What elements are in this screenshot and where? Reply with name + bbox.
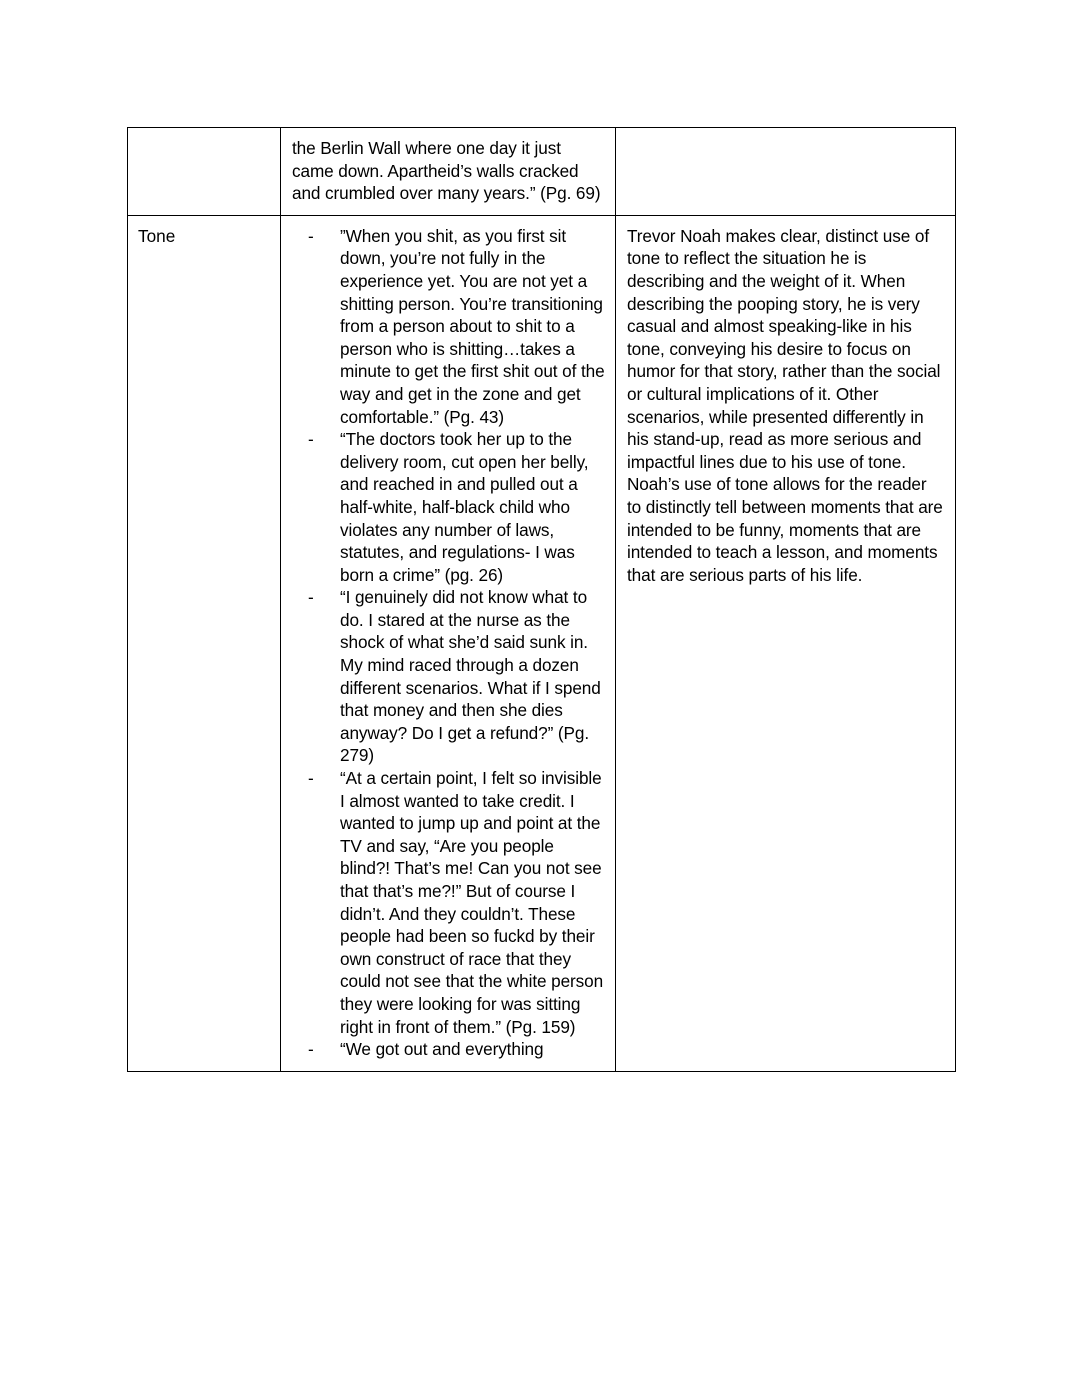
analysis-text: Trevor Noah makes clear, distinct use of tone to reflect the situation he is describing and the weight of it. When describing the pooping story, he is very casual and almost speaking-like in his tone, conveying his desire to focus on humor for that story, rather than the social or cultural implications of it. Other scenarios, while presented differently in his stand-up, read as more serious and impactful lines due to his use of tone. Noah’s use of tone allows for the reader to distinctly tell between moments that are intended to be funny, moments that are intended to teach a lesson, and moments that are serious parts of his life. — [627, 225, 943, 585]
list-item: - ”When you shit, as you first sit down, you’re not fully in the experience yet. You are not yet a shitting person. You’re transitioning from a person about to shit to a person who is shitting…takes a minute to get the first shit out of the way and get in the zone and get comfortable.” (Pg. 43) — [291, 225, 605, 428]
list-item: - “I genuinely did not know what to do. I stared at the nurse as the shock of what she’d said sunk in. My mind raced through a dozen different scenarios. What if I spend that money and then she dies anyway? Do I get a refund?” (Pg. 279) — [291, 586, 605, 767]
quotes-cell — [281, 215, 616, 1071]
term-label: Tone — [138, 225, 176, 246]
quotes-content — [281, 216, 615, 1071]
term-label — [128, 128, 280, 157]
quotes-content — [281, 128, 615, 215]
quotes-cell — [281, 128, 616, 216]
analysis-cell — [616, 128, 956, 216]
quote-continuation-text: the Berlin Wall where one day it just came down. Apartheid’s walls cracked and crumbled over many years.” (Pg. 69) — [292, 138, 601, 204]
analysis-table — [127, 127, 956, 1072]
list-item: - “At a certain point, I felt so invisible I almost wanted to take credit. I wanted to jump up and point at the TV and say, “Are you people blind?! That’s me! Can you not see that that’s me?!” But of course I didn’t. And they couldn’t. These people had been so fuckd by their own construct of race that they could not see that the white person they were looking for was sitting right in front of them.” (Pg. 159) — [291, 767, 605, 1038]
table-row — [128, 215, 956, 1071]
list-item: - “The doctors took her up to the delivery room, cut open her belly, and reached in and pulled out a half-white, half-black child who violates any number of laws, statutes, and regulations- I was born a crime” (pg. 26) — [291, 428, 605, 586]
quote-list — [291, 225, 605, 1061]
list-item: - “We got out and everything — [291, 1038, 605, 1061]
term-cell — [128, 128, 281, 216]
term-cell — [128, 215, 281, 1071]
analysis-cell — [616, 215, 956, 1071]
table-row — [128, 128, 956, 216]
analysis-content — [616, 216, 955, 597]
analysis-content — [616, 128, 955, 157]
